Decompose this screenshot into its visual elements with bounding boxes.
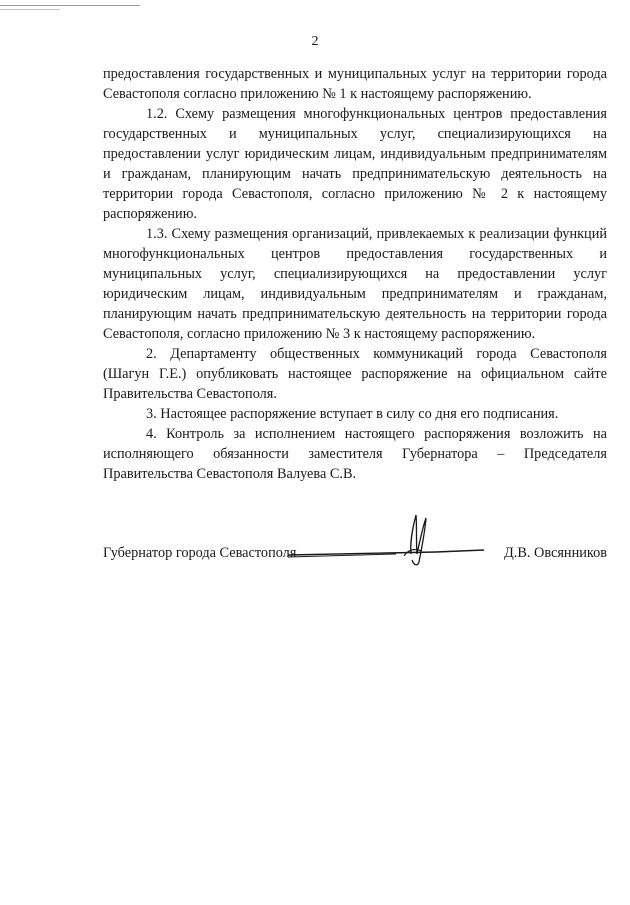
- signature-block: [103, 545, 607, 575]
- scan-edge-line: [0, 9, 60, 10]
- paragraph-item-1-3: 1.3. Схему размещения организаций, привлекаемых к реализации функций многофункциональных центров предоставления государственных и муниципальных услуг, специализирующихся на предоставлении услуг юридическим лицам, индивидуальным предпринимателям и гражданам, планирующим начать предпринимательскую деятельность на территории города Севастополя, согласно приложению № 3 к настоящему распоряжению.: [103, 226, 607, 342]
- paragraph-item-4: 4. Контроль за исполнением настоящего распоряжения возложить на исполняющего обязанности заместителя Губернатора – Председателя Правительства Севастополя Валуева С.В.: [103, 426, 607, 482]
- page-number: 2: [311, 34, 319, 49]
- signatory-title: Губернатор города Севастополя: [103, 545, 297, 561]
- paragraph-continuation: предоставления государственных и муниципальных услуг на территории города Севастополя согласно приложению № 1 к настоящему распоряжению.: [103, 66, 607, 102]
- paragraph-item-1-2: 1.2. Схему размещения многофункциональных центров предоставления государственных и муниципальных услуг, специализирующихся на предоставлении услуг юридическим лицам, индивидуальным предпринимателям и гражданам, планирующим начать предпринимательскую деятельность на территории города Севастополя, согласно приложению № 2 к настоящему распоряжению.: [103, 106, 607, 222]
- paragraph-item-2: 2. Департаменту общественных коммуникаций города Севастополя (Шагун Г.Е.) опубликовать настоящее распоряжение на официальном сайте Правительства Севастополя.: [103, 346, 607, 402]
- signatory-name: Д.В. Овсянников: [504, 545, 607, 561]
- document-body: [103, 64, 607, 484]
- paragraph-item-3: 3. Настоящее распоряжение вступает в силу со дня его подписания.: [146, 406, 559, 422]
- scan-edge-line: [0, 5, 140, 6]
